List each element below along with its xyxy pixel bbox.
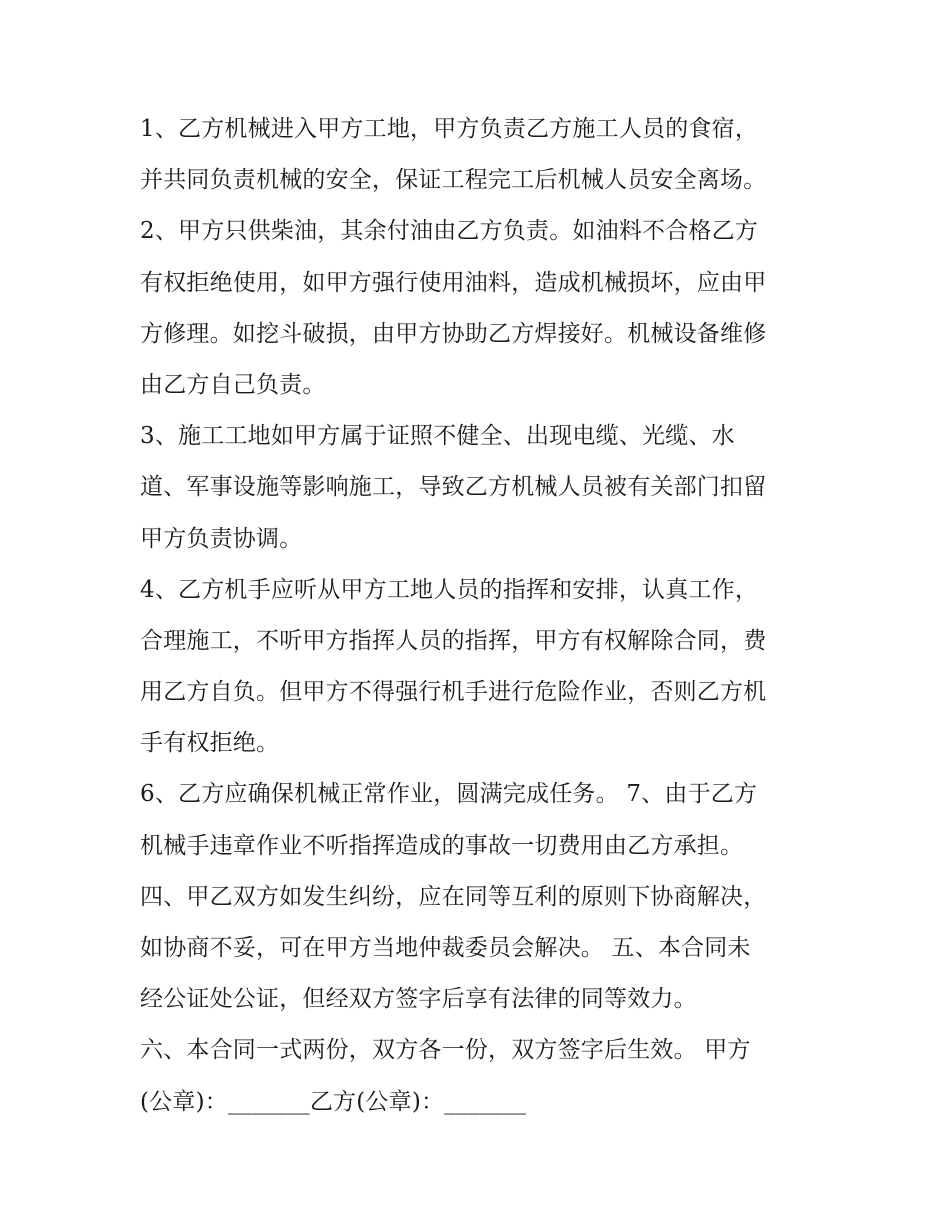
text-line: 合理施工，不听甲方指挥人员的指挥，甲方有权解除合同，费 xyxy=(140,627,767,654)
text-line: 3、施工工地如甲方属于证照不健全、出现电缆、光缆、水 xyxy=(140,423,735,450)
text-line: 并共同负责机械的安全，保证工程完工后机械人员安全离场。 xyxy=(140,167,767,194)
text-line: 1、乙方机械进入甲方工地，甲方负责乙方施工人员的食宿， xyxy=(140,116,759,142)
text-line: 有权拒绝使用，如甲方强行使用油料，造成机械损坏，应由甲 xyxy=(140,269,767,296)
signature-line: (公章)：_______乙方(公章)：_______ xyxy=(140,1088,527,1115)
text-line: 如协商不妥，可在甲方当地仲裁委员会解决。 五、本合同未 xyxy=(140,935,751,961)
text-line: 6、乙方应确保机械正常作业，圆满完成任务。 7、由于乙方 xyxy=(140,781,758,808)
text-line: 2、甲方只供柴油，其余付油由乙方负责。如油料不合格乙方 xyxy=(140,218,759,245)
contract-text xyxy=(140,104,830,1128)
text-line: 手有权拒绝。 xyxy=(140,730,280,757)
text-line: 经公证处公证，但经双方签字后享有法律的同等效力。 xyxy=(140,986,697,1013)
text-line: 机械手违章作业不听指挥造成的事故一切费用由乙方承担。 xyxy=(140,832,744,859)
text-line: 道、军事设施等影响施工，导致乙方机械人员被有关部门扣留 xyxy=(140,474,767,501)
text-line: 六、本合同一式两份，双方各一份，双方签字后生效。 甲方 xyxy=(140,1037,751,1064)
text-line: 4、乙方机手应听从甲方工地人员的指挥和安排，认真工作， xyxy=(140,576,759,603)
text-line: 甲方负责协调。 xyxy=(140,525,303,552)
text-line: 用乙方自负。但甲方不得强行机手进行危险作业，否则乙方机 xyxy=(140,679,767,706)
text-line: 方修理。如挖斗破损，由甲方协助乙方焊接好。机械设备维修 xyxy=(140,320,767,347)
text-line: 四、甲乙双方如发生纠纷，应在同等互利的原则下协商解决， xyxy=(140,883,767,910)
text-line: 由乙方自己负责。 xyxy=(140,371,326,398)
